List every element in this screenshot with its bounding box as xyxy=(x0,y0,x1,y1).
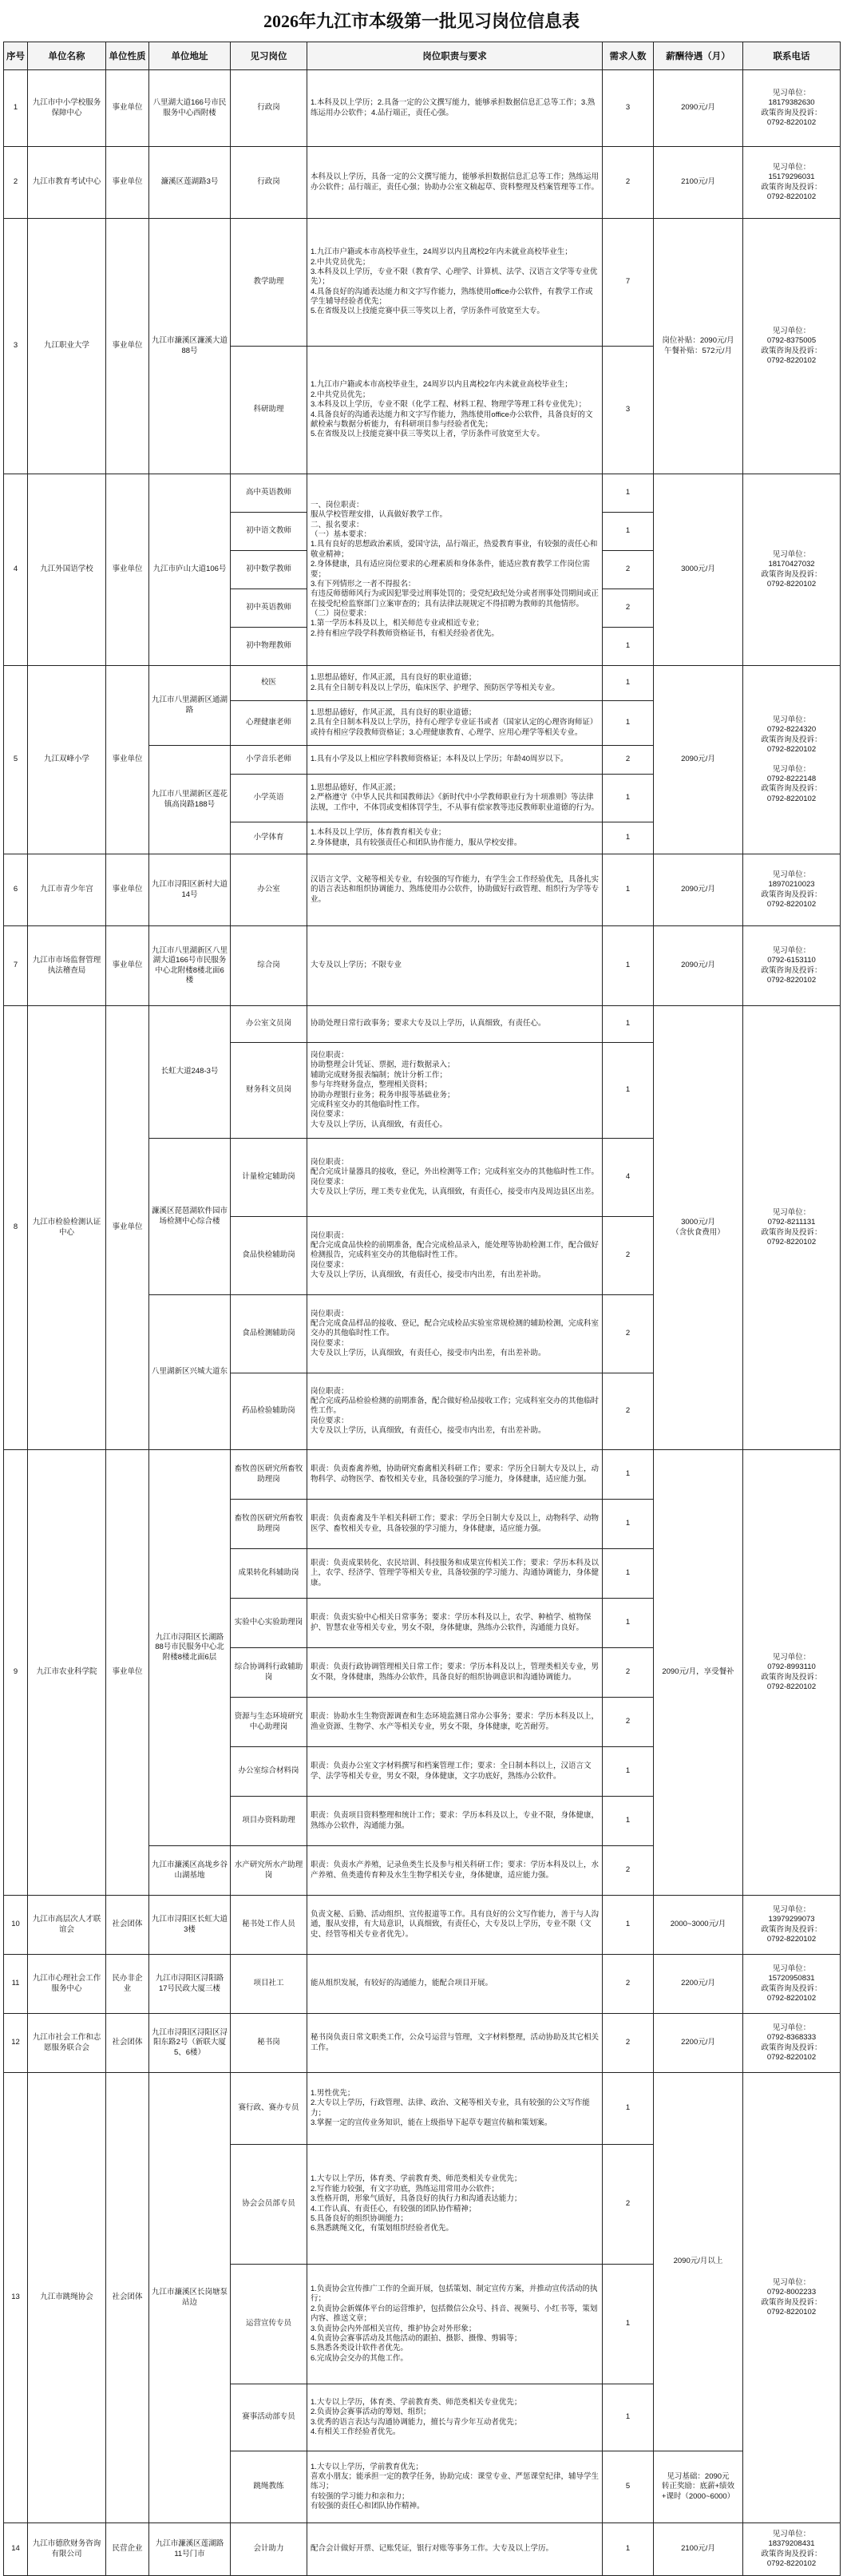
salary: 2200元/月 xyxy=(654,1955,743,2014)
row-number: 1 xyxy=(4,70,28,147)
header-cell: 岗位职责与要求 xyxy=(307,42,603,70)
post-count: 2 xyxy=(603,551,654,589)
header-cell: 薪酬待遇（月） xyxy=(654,42,743,70)
unit-address: 九江市八里湖新区八里湖大道166号市民服务中心北附楼8楼北面6楼 xyxy=(149,926,231,1006)
post-count: 2 xyxy=(603,1648,654,1698)
unit-nature: 事业单位 xyxy=(106,854,149,926)
unit-name: 九江市检验检测认证中心 xyxy=(28,1006,106,1450)
post-duty: 1.本科及以上学历；2.具备一定的公文撰写能力，能够承担数据信息汇总等工作；3.熟练运用办公软件；4.品行端正，责任心强。 xyxy=(307,70,603,147)
unit-nature: 社会团体 xyxy=(106,2014,149,2073)
post-duty: 1.具有小学及以上相应学科教师资格证；本科及以上学历；年龄40周岁以下。 xyxy=(307,746,603,775)
post-count: 1 xyxy=(603,2265,654,2384)
unit-name: 九江市德欣财务咨询有限公司 xyxy=(28,2523,106,2576)
contact-phone: 见习单位： 0792-8993110 政策咨询及投诉： 0792-8220102 xyxy=(743,1450,841,1896)
post-duty: 1.思想品德好，作风正派，具有良好的职业道德； 2.具有全日制专科及以上学历，临床医学、护理学、预防医学等相关专业。 xyxy=(307,666,603,701)
row-number: 7 xyxy=(4,926,28,1006)
table-row xyxy=(4,926,841,1006)
salary: 2090元/月 xyxy=(654,926,743,1006)
post-duty: 1.九江市户籍或本市高校毕业生，24周岁以内且离校2年内未就业高校毕业生； 2.中共党员优先； 3.本科及以上学历，专业不限（化学工程、材料工程、物理学等理工科专业优先）； 4.具备良好的沟通表达能力和文字写作能力，熟练使用office办公软件，具备良好的文献检索与数据分析能力，有科研项目参与经验者优先； 5.在省级及以上技能竞赛中获三等奖以上者，学历条件可放宽至大专。 xyxy=(307,347,603,474)
unit-address: 九江市浔阳区浔阳路17号民政大厦三楼 xyxy=(149,1955,231,2014)
post-count: 1 xyxy=(603,628,654,666)
salary: 2090元/月以上 xyxy=(654,2073,743,2451)
post-name: 综合岗 xyxy=(231,926,307,1006)
salary: 见习基础：2090元 转正奖励：底薪+绩效+课时（2000~6000） xyxy=(654,2451,743,2523)
row-number: 2 xyxy=(4,147,28,219)
post-count: 1 xyxy=(603,1549,654,1599)
post-duty: 本科及以上学历，具备一定的公文撰写能力，能够承担数据信息汇总等工作；熟练运用办公软件；品行端正，责任心强；协助办公室文稿起草、资料整理及档案管理等工作。 xyxy=(307,147,603,219)
post-count: 2 xyxy=(603,1955,654,2014)
post-duty: 职责：负责项目资料整理和统计工作；要求：学历本科及以上，专业不限，身体健康，熟练办公软件，沟通能力强。 xyxy=(307,1797,603,1846)
post-duty: 负责文秘、后勤、活动组织、宣传报道等工作。具有良好的公文写作能力，善于与人沟通，服从安排，有大局意识，认真细致，有责任心，大专及以上学历，专业不限（文史、经管等相关专业者优先）。 xyxy=(307,1896,603,1955)
unit-address: 濂溪区莲湖路3号 xyxy=(149,147,231,219)
contact-phone: 见习单位： 0792-8211131 政策咨询及投诉： 0792-8220102 xyxy=(743,1006,841,1450)
unit-nature: 社会团体 xyxy=(106,1896,149,1955)
post-count: 1 xyxy=(603,513,654,551)
contact-phone: 见习单位： 0792-8002233 政策咨询及投诉： 0792-8220102 xyxy=(743,2073,841,2523)
row-number: 12 xyxy=(4,2014,28,2073)
post-count: 2 xyxy=(603,1846,654,1896)
unit-nature: 事业单位 xyxy=(106,666,149,854)
post-name: 会计助力 xyxy=(231,2523,307,2576)
post-duty: 职责：负责成果转化、农民培训、科技服务和成果宣传相关工作；要求：学历本科及以上，农学、经济学、管理学等相关专业，具备较强的学习能力、沟通协调能力，身体健康。 xyxy=(307,1549,603,1599)
post-name: 食品检测辅助岗 xyxy=(231,1295,307,1373)
row-number: 5 xyxy=(4,666,28,854)
post-name: 教学助理 xyxy=(231,219,307,347)
post-name: 秘书岗 xyxy=(231,2014,307,2073)
table-row xyxy=(4,666,841,701)
header-cell: 联系电话 xyxy=(743,42,841,70)
post-name: 协会会员部专员 xyxy=(231,2145,307,2265)
table-row xyxy=(4,1006,841,1043)
unit-name: 九江市跳绳协会 xyxy=(28,2073,106,2523)
unit-name: 九江市社会工作和志愿服务联合会 xyxy=(28,2014,106,2073)
salary: 3000元/月 （含伙食费用） xyxy=(654,1006,743,1450)
unit-address: 长虹大道248-3号 xyxy=(149,1006,231,1139)
post-duty: 岗位职责： 协助整理会计凭证、票据，进行数据录入； 辅助完成财务报表编制；统计分析工作； 参与年终财务盘点，整理相关资料； 协助办理银行业务；税务申报等基础业务； 完成科室交办的其他临时性工作。 岗位要求： 大专及以上学历，认真细致，有责任心。 xyxy=(307,1043,603,1139)
salary: 2200元/月 xyxy=(654,2014,743,2073)
salary: 2090元/月 xyxy=(654,854,743,926)
table-row xyxy=(4,2073,841,2145)
row-number: 11 xyxy=(4,1955,28,2014)
header-cell: 单位性质 xyxy=(106,42,149,70)
post-name: 畜牧兽医研究所畜牧助理岗 xyxy=(231,1500,307,1549)
header-cell: 单位名称 xyxy=(28,42,106,70)
salary: 2090元/月，享受餐补 xyxy=(654,1450,743,1896)
post-duty: 职责：负责畜禽养殖，协助研究畜禽相关科研工作；要求：学历全日制大专及以上，动物科学、动物医学、畜牧相关专业，具备较强的学习能力，身体健康，适应能力强。 xyxy=(307,1450,603,1500)
unit-address: 八里湖大道166号市民服务中心西附楼 xyxy=(149,70,231,147)
post-duty: 协助处理日常行政事务；要求大专及以上学历，认真细致，有责任心。 xyxy=(307,1006,603,1043)
post-count: 1 xyxy=(603,474,654,513)
post-count: 1 xyxy=(603,2073,654,2145)
row-number: 13 xyxy=(4,2073,28,2523)
post-name: 小学英语 xyxy=(231,775,307,822)
table-row xyxy=(4,474,841,513)
post-name: 心理健康老师 xyxy=(231,701,307,746)
row-number: 6 xyxy=(4,854,28,926)
post-duty: 职责：负责实验中心相关日常事务；要求：学历本科及以上，农学、种植学、植物保护、智慧农业等相关专业，男女不限，身体健康，熟练办公软件，沟通能力良好。 xyxy=(307,1599,603,1648)
post-name: 科研助理 xyxy=(231,347,307,474)
unit-name: 九江职业大学 xyxy=(28,219,106,474)
post-name: 畜牧兽医研究所畜牧助理岗 xyxy=(231,1450,307,1500)
post-name: 小学音乐老师 xyxy=(231,746,307,775)
post-duty: 1.大专以上学历，体育类、学前教育类、师范类相关专业优先； 2.负责协会赛事活动的筹划、组织； 3.优秀的语言表达与沟通协调能力，擅长与青少年互动者优先； 4.有相关工作经验者优先。 xyxy=(307,2384,603,2451)
unit-nature: 事业单位 xyxy=(106,926,149,1006)
post-name: 跳绳教练 xyxy=(231,2451,307,2523)
post-count: 2 xyxy=(603,1698,654,1747)
post-count: 2 xyxy=(603,1217,654,1295)
post-count: 1 xyxy=(603,666,654,701)
post-count: 5 xyxy=(603,2451,654,2523)
post-duty: 职责：负责畜禽及牛羊相关科研工作；要求：学历全日制大专及以上，动物科学、动物医学、畜牧相关专业，具备较强的学习能力，身体健康，适应能力强。 xyxy=(307,1500,603,1549)
table-row xyxy=(4,70,841,147)
post-duty: 1.思想品德好，作风正派，具有良好的职业道德； 2.具有全日制本科及以上学历，持有心理学专业证书或者（国家认定的心理咨询师证）或持有相应学段教师资格证；3.心理健康教育、心理学、应用心理学等相关专业。 xyxy=(307,701,603,746)
contact-phone: 见习单位： 18179382630 政策咨询及投诉： 0792-8220102 xyxy=(743,70,841,147)
salary: 2090元/月 xyxy=(654,70,743,147)
post-count: 2 xyxy=(603,2014,654,2073)
contact-phone: 见习单位： 0792-8375005 政策咨询及投诉： 0792-8220102 xyxy=(743,219,841,474)
post-duty: 汉语言文学、文秘等相关专业，有较强的写作能力，有学生会工作经验优先，具备扎实的语言表达和组织协调能力、熟练使用办公软件，协助做好行政管理、组织行为学等专业。 xyxy=(307,854,603,926)
unit-name: 九江市高层次人才联谊会 xyxy=(28,1896,106,1955)
post-count: 2 xyxy=(603,1295,654,1373)
post-name: 项目办资料助理 xyxy=(231,1797,307,1846)
table-row xyxy=(4,1955,841,2014)
post-count: 2 xyxy=(603,746,654,775)
post-name: 计量检定辅助岗 xyxy=(231,1139,307,1217)
table-row xyxy=(4,2523,841,2576)
post-name: 水产研究所水产助理岗 xyxy=(231,1846,307,1896)
contact-phone: 见习单位： 0792-6153110 政策咨询及投诉： 0792-8220102 xyxy=(743,926,841,1006)
post-count: 1 xyxy=(603,2384,654,2451)
post-name: 资源与生态环境研究中心助理岗 xyxy=(231,1698,307,1747)
post-duty: 1.大专以上学历，学前教育优先； 喜欢小朋友；能承担一定的教学任务，协助完成：课堂专业、严惩课堂纪律，辅导学生练习； 有较强的学习能力和亲和力； 有较强的责任心和团队协作精神。 xyxy=(307,2451,603,2523)
post-name: 药品检验辅助岗 xyxy=(231,1373,307,1450)
post-count: 1 xyxy=(603,1450,654,1500)
header-cell: 需求人数 xyxy=(603,42,654,70)
unit-nature: 事业单位 xyxy=(106,1006,149,1450)
post-count: 1 xyxy=(603,2523,654,2576)
post-count: 1 xyxy=(603,1896,654,1955)
row-number: 3 xyxy=(4,219,28,474)
post-name: 成果转化科辅助岗 xyxy=(231,1549,307,1599)
unit-name: 九江市心理社会工作服务中心 xyxy=(28,1955,106,2014)
post-name: 高中英语教师 xyxy=(231,474,307,513)
post-count: 1 xyxy=(603,1599,654,1648)
post-count: 1 xyxy=(603,775,654,822)
salary: 2100元/月 xyxy=(654,147,743,219)
unit-nature: 事业单位 xyxy=(106,1450,149,1896)
unit-nature: 事业单位 xyxy=(106,147,149,219)
post-duty: 配合会计做好开票、记账凭证，银行对账等事务工作。大专及以上学历。 xyxy=(307,2523,603,2576)
header-cell: 见习岗位 xyxy=(231,42,307,70)
unit-nature: 事业单位 xyxy=(106,219,149,474)
post-name: 初中语文教师 xyxy=(231,513,307,551)
unit-nature: 民营企业 xyxy=(106,2523,149,2576)
salary: 2000~3000元/月 xyxy=(654,1896,743,1955)
post-count: 7 xyxy=(603,219,654,347)
unit-address: 九江市庐山大道106号 xyxy=(149,474,231,666)
unit-address: 濂溪区琵琶湖软件园市场检测中心综合楼 xyxy=(149,1139,231,1295)
post-name: 初中物理教师 xyxy=(231,628,307,666)
unit-name: 九江双峰小学 xyxy=(28,666,106,854)
post-duty: 职责：协助水生生物资源调查和生态环境监测日常办公事务；要求：学历本科及以上，渔业资源、生物学、水产等相关专业，男女不限，身体健康，吃苦耐劳。 xyxy=(307,1698,603,1747)
unit-address: 九江市濂溪区濂溪大道88号 xyxy=(149,219,231,474)
contact-phone: 见习单位： 18970210023 政策咨询及投诉： 0792-8220102 xyxy=(743,854,841,926)
unit-nature: 事业单位 xyxy=(106,474,149,666)
unit-name: 九江市市场监督管理执法稽查局 xyxy=(28,926,106,1006)
table-row xyxy=(4,1450,841,1500)
post-duty: 1.大专以上学历，体育类、学前教育类、师范类相关专业优先； 2.写作能力较强，有文字功底，熟练运用常用办公软件； 3.性格开朗，形象气质好，具备良好的执行力和沟通表达能力； 4.工作认真、有责任心，有较强的团队协作精神； 5.具备良好的组织协调能力； 6.熟悉跳绳文化，有策划组织经验者优先。 xyxy=(307,2145,603,2265)
post-name: 小学体育 xyxy=(231,822,307,854)
row-number: 4 xyxy=(4,474,28,666)
table-row xyxy=(4,219,841,347)
header-row xyxy=(4,42,841,70)
unit-address: 九江市濂溪区莲湖路11号门市 xyxy=(149,2523,231,2576)
contact-phone: 见习单位： 18379208431 政策咨询及投诉： 0792-8220102 xyxy=(743,2523,841,2576)
row-number: 9 xyxy=(4,1450,28,1896)
unit-address: 九江市濂溪区长岗塘泵站边 xyxy=(149,2073,231,2523)
unit-address: 九江市八里湖新区通湖路 xyxy=(149,666,231,746)
post-count: 1 xyxy=(603,822,654,854)
table-row xyxy=(4,2014,841,2073)
post-name: 项目社工 xyxy=(231,1955,307,2014)
contact-phone: 见习单位： 0792-8224320 政策咨询及投诉： 0792-8220102 见习单位： 0792-8222148 政策咨询及投诉： 0792-8220102 xyxy=(743,666,841,854)
post-duty: 职责：负责行政协调管理相关日常工作；要求：学历本科及以上，管理类相关专业，男女不限，身体健康，熟练办公软件，具备良好的组织协调意识和沟通协调能力。 xyxy=(307,1648,603,1698)
salary: 岗位补贴：2090元/月 午餐补贴：572元/月 xyxy=(654,219,743,474)
row-number: 10 xyxy=(4,1896,28,1955)
post-name: 运营宣传专员 xyxy=(231,2265,307,2384)
unit-name: 九江市青少年宫 xyxy=(28,854,106,926)
post-count: 1 xyxy=(603,1747,654,1797)
post-duty: 1.本科及以上学历，体育教育相关专业； 2.身体健康，具有较强责任心和团队协作能力，服从学校安排。 xyxy=(307,822,603,854)
post-count: 1 xyxy=(603,854,654,926)
post-duty: 秘书岗负责日常文职类工作，公众号运营与管理，文字材料整理，活动协助及其它相关工作。 xyxy=(307,2014,603,2073)
post-count: 2 xyxy=(603,589,654,628)
contact-phone: 见习单位： 18170427032 政策咨询及投诉： 0792-8220102 xyxy=(743,474,841,666)
post-count: 1 xyxy=(603,1006,654,1043)
post-count: 1 xyxy=(603,1043,654,1139)
post-name: 校医 xyxy=(231,666,307,701)
contact-phone: 见习单位： 15179296031 政策咨询及投诉： 0792-8220102 xyxy=(743,147,841,219)
post-duty: 1.思想品德好，作风正派； 2.严格遵守《中华人民共和国教师法》《新时代中小学教师职业行为十项准则》等法律法规，工作中，不体罚或变相体罚学生，不从事有偿家教等违反教师职业道德的行为。 xyxy=(307,775,603,822)
unit-address: 九江市濂溪区高垅乡谷山湖基地 xyxy=(149,1846,231,1896)
post-name: 行政岗 xyxy=(231,147,307,219)
unit-nature: 社会团体 xyxy=(106,2073,149,2523)
post-name: 财务科文员岗 xyxy=(231,1043,307,1139)
unit-address: 九江市浔阳区浔阳区浔阳东路2号（新联大厦5、6楼） xyxy=(149,2014,231,2073)
post-duty: 大专及以上学历；不限专业 xyxy=(307,926,603,1006)
positions-table xyxy=(3,42,841,2576)
post-name: 初中数学教师 xyxy=(231,551,307,589)
post-duty: 岗位职责： 配合完成计量器具的接收，登记，外出检测等工作；完成科室交办的其他临时性工作。 岗位要求： 大专及以上学历，理工类专业优先，认真细致，有责任心，接受市内及周边县区出差。 xyxy=(307,1139,603,1217)
header-cell: 单位地址 xyxy=(149,42,231,70)
post-duty: 岗位职责： 配合完成食品样品的接收、登记，配合完成检品实验室常规检测的辅助检测，完成科室交办的其他临时性工作。 岗位要求： 大专及以上学历，认真细致，有责任心，接受市内出差，有出差补助。 xyxy=(307,1295,603,1373)
post-count: 1 xyxy=(603,926,654,1006)
post-count: 4 xyxy=(603,1139,654,1217)
post-count: 3 xyxy=(603,347,654,474)
salary: 3000元/月 xyxy=(654,474,743,666)
post-name: 办公室文员岗 xyxy=(231,1006,307,1043)
post-count: 2 xyxy=(603,2145,654,2265)
unit-nature: 民办非企业 xyxy=(106,1955,149,2014)
post-name: 实验中心实验助理岗 xyxy=(231,1599,307,1648)
post-name: 赛事活动部专员 xyxy=(231,2384,307,2451)
table-row xyxy=(4,1896,841,1955)
row-number: 14 xyxy=(4,2523,28,2576)
post-duty: 职责：负责办公室文字材料撰写和档案管理工作；要求：全日制本科以上，汉语言文学、法学等相关专业，男女不限，身体健康，文字功底好，熟练办公软件。 xyxy=(307,1747,603,1797)
table-row xyxy=(4,147,841,219)
post-name: 行政岗 xyxy=(231,70,307,147)
post-count: 3 xyxy=(603,70,654,147)
unit-address: 九江市浔阳区长湖路88号市民服务中心北附楼8楼北面6层 xyxy=(149,1450,231,1846)
page-title: 2026年九江市本级第一批见习岗位信息表 xyxy=(263,11,580,31)
unit-name: 九江市教育考试中心 xyxy=(28,147,106,219)
post-count: 1 xyxy=(603,1797,654,1846)
post-count: 2 xyxy=(603,1373,654,1450)
unit-nature: 事业单位 xyxy=(106,70,149,147)
post-duty: 1.负责协会宣传推广工作的全面开展，包括策划、制定宣传方案，并推动宣传活动的执行； 2.负责协会新媒体平台的运营维护，包括微信公众号、抖音、视频号、小红书等，策划内容、推送文章； 3.负责协会内外部相关宣传，维护协会对外形象； 4.负责协会赛事活动及其他活动的跟拍、摄影、摄像、剪辑等； 5.熟悉各类设计软件者优先。 6.完成协会交办的其他工作。 xyxy=(307,2265,603,2384)
unit-name: 九江外国语学校 xyxy=(28,474,106,666)
unit-address: 九江市浔阳区新村大道14号 xyxy=(149,854,231,926)
post-duty: 一、岗位职责： 服从学校管理安排，认真做好教学工作。 二、报名要求： （一）基本要求： 1.具有良好的思想政治素质，爱国守法，品行端正，热爱教育事业，有较强的责任心和敬业精神； 2.身体健康，具有适应岗位要求的心理素质和身体条件，能适应教育教学工作岗位需要； 3.有下列情形之一者不得报名： 有违反师德师风行为或因犯罪受过刑事处罚的；受党纪政纪处分或者刑事处罚期间或正在接受纪检监察部门立案审查的；具有法律法规规定不得招聘为教师的其他情形。 （二）岗位要求： 1.第一学历本科及以上，相关师范专业或相近专业； 2.持有相应学段学科教师资格证书，有相关经验者优先。 xyxy=(307,474,603,666)
contact-phone: 见习单位： 13979299073 政策咨询及投诉： 0792-8220102 xyxy=(743,1896,841,1955)
post-duty: 职责：负责水产养殖，记录鱼类生长及参与相关科研工作；要求：学历本科及以上，水产养殖、鱼类遗传育种及水生生物学相关专业，身体健康，适应能力强。 xyxy=(307,1846,603,1896)
unit-address: 八里湖新区兴城大道东 xyxy=(149,1295,231,1450)
post-name: 办公室 xyxy=(231,854,307,926)
table-row xyxy=(4,854,841,926)
post-duty: 岗位职责： 配合完成药品检验检测的前期准备，配合做好检品接收工作；完成科室交办的其他临时性工作。 岗位要求： 大专及以上学历，认真细致，有责任心，接受市内出差，有出差补助。 xyxy=(307,1373,603,1450)
post-duty: 岗位职责： 配合完成食品快检的前期准备，配合完成检品录入，能处理等协助检测工作，配合做好检测报告，完成科室交办的其他临时性工作。 岗位要求： 大专及以上学历，认真细致，有责任心，接受市内出差，有出差补助。 xyxy=(307,1217,603,1295)
salary: 2090元/月 xyxy=(654,666,743,854)
post-name: 办公室综合材料岗 xyxy=(231,1747,307,1797)
post-name: 食品快检辅助岗 xyxy=(231,1217,307,1295)
unit-address: 九江市浔阳区长虹大道3楼 xyxy=(149,1896,231,1955)
contact-phone: 见习单位： 0792-8368333 政策咨询及投诉： 0792-8220102 xyxy=(743,2014,841,2073)
post-duty: 1.九江市户籍或本市高校毕业生，24周岁以内且离校2年内未就业高校毕业生； 2.中共党员优先； 3.本科及以上学历，专业不限（教育学、心理学、计算机、法学、汉语言文学等专业优先）； 4.具备良好的沟通表达能力和文字写作能力，熟练使用office办公软件，有教学工作或学生辅导经验者优先； 5.在省级及以上技能竞赛中获三等奖以上者，学历条件可放宽至大专。 xyxy=(307,219,603,347)
post-name: 赛行政、赛办专员 xyxy=(231,2073,307,2145)
post-duty: 能从组织发展，有较好的沟通能力，能配合项目开展。 xyxy=(307,1955,603,2014)
post-count: 1 xyxy=(603,1500,654,1549)
row-number: 8 xyxy=(4,1006,28,1450)
contact-phone: 见习单位： 15720950831 政策咨询及投诉： 0792-8220102 xyxy=(743,1955,841,2014)
header-cell: 序号 xyxy=(4,42,28,70)
unit-name: 九江市农业科学院 xyxy=(28,1450,106,1896)
salary: 2100元/月 xyxy=(654,2523,743,2576)
post-name: 秘书处工作人员 xyxy=(231,1896,307,1955)
post-count: 1 xyxy=(603,701,654,746)
unit-address: 九江市八里湖新区莲花镇高岗路188号 xyxy=(149,746,231,854)
post-duty: 1.男性优先； 2.大专以上学历，行政管理、法律、政治、文秘等相关专业，具有较强的公文写作能力； 3.掌握一定的宣传业务知识，能在上级指导下起草专题宣传稿和策划案。 xyxy=(307,2073,603,2145)
post-name: 初中英语教师 xyxy=(231,589,307,628)
post-name: 综合协调科行政辅助岗 xyxy=(231,1648,307,1698)
unit-name: 九江市中小学校服务保障中心 xyxy=(28,70,106,147)
post-count: 2 xyxy=(603,147,654,219)
